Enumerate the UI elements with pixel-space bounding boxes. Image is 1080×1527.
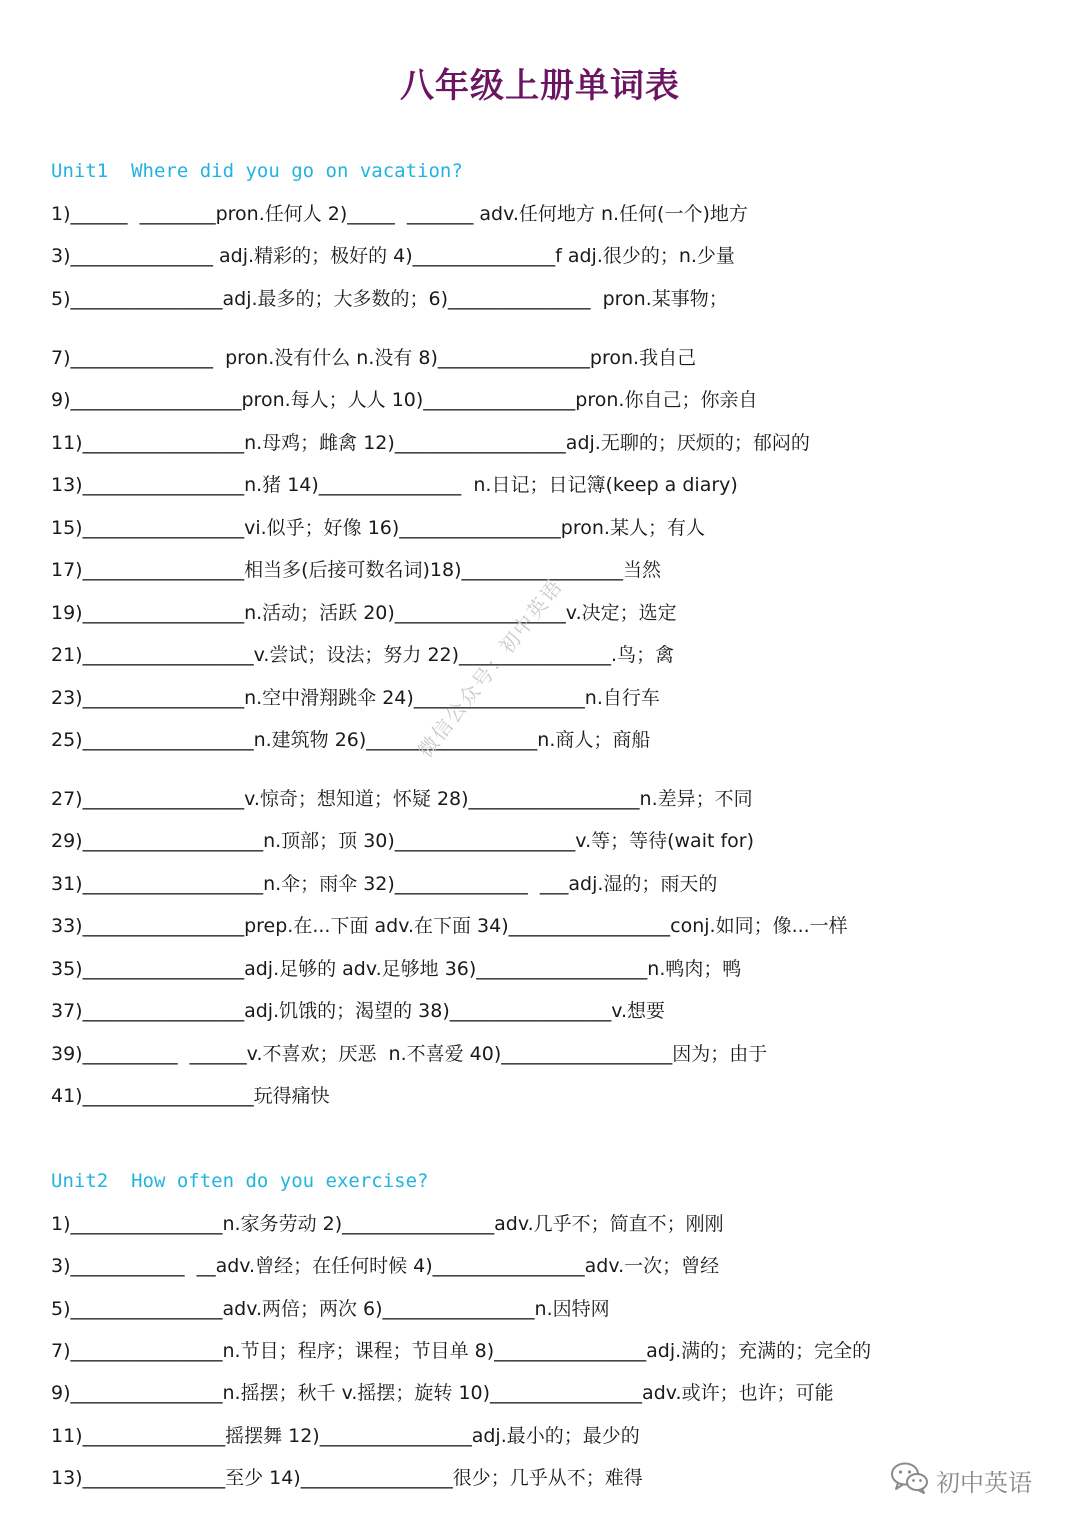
vocab-line: 11)_________________n.母鸡；雌禽 12)__________________adj.无聊的；厌烦的；郁闷的 bbox=[51, 432, 810, 454]
watermark: 微信公众号：初中英语 bbox=[413, 574, 568, 763]
vocab-line: 31)___________________n.伞；雨伞 32)______________ ___adj.湿的；雨天的 bbox=[51, 873, 718, 895]
vocab-line: 9)________________n.摇摆；秋千 v.摇摆；旋转 10)________________adv.或许；也许；可能 bbox=[51, 1382, 834, 1404]
vocab-line: 7)________________n.节目；程序；课程；节目单 8)________________adj.满的；充满的；完全的 bbox=[51, 1340, 872, 1362]
vocab-line: 13)_________________n.猪 14)_______________ n.日记；日记簿(keep a diary) bbox=[51, 474, 738, 496]
vocab-line: 13)_______________至少 14)________________很少；几乎从不；难得 bbox=[51, 1467, 643, 1489]
vocab-line: 5)________________adj.最多的；大多数的；6)_______________ pron.某事物； bbox=[51, 288, 728, 310]
brand-label: 初中英语 bbox=[936, 1468, 1032, 1497]
vocab-line: 39)__________ ______v.不喜欢；厌恶 n.不喜爱 40)__________________因为；由于 bbox=[51, 1043, 768, 1065]
vocab-line: 7)_______________ pron.没有什么 n.没有 8)________________pron.我自己 bbox=[51, 347, 697, 369]
vocab-line: 3)_______________ adj.精彩的；极好的 4)_______________f adj.很少的；n.少量 bbox=[51, 245, 735, 267]
vocab-line: 29)___________________n.顶部；顶 30)___________________v.等；等待(wait for) bbox=[51, 830, 755, 852]
vocab-line: 25)__________________n.建筑物 26)__________________n.商人；商船 bbox=[51, 729, 651, 751]
vocab-line: 27)_________________v.惊奇；想知道；怀疑 28)__________________n.差异；不同 bbox=[51, 788, 753, 810]
vocab-line: 33)_________________prep.在...下面 adv.在下面 34)_________________conj.如同；像...一样 bbox=[51, 915, 848, 937]
vocab-line: 41)__________________玩得痛快 bbox=[51, 1085, 330, 1107]
wechat-icon bbox=[890, 1461, 930, 1499]
vocab-line: 21)__________________v.尝试；设法；努力 22)________________.鸟；禽 bbox=[51, 644, 675, 666]
vocab-line: 11)_______________摇摆舞 12)________________adj.最小的；最少的 bbox=[51, 1425, 640, 1447]
vocab-line: 37)_________________adj.饥饿的；渴望的 38)_________________v.想要 bbox=[51, 1000, 666, 1022]
vocab-line: 5)________________adv.两倍；两次 6)________________n.因特网 bbox=[51, 1298, 610, 1320]
page-title: 八年级上册单词表 bbox=[400, 66, 680, 106]
vocab-line: 35)_________________adj.足够的 adv.足够地 36)__________________n.鸭肉；鸭 bbox=[51, 958, 742, 980]
brand-badge bbox=[890, 1460, 1032, 1500]
vocab-line: 23)_________________n.空中滑翔跳伞 24)__________________n.自行车 bbox=[51, 687, 660, 709]
unit1-heading: Unit1 Where did you go on vacation? bbox=[51, 160, 463, 182]
vocab-line: 1)______ ________pron.任何人 2)_____ _______ adv.任何地方 n.任何(一个)地方 bbox=[51, 203, 748, 225]
vocab-line: 17)_________________相当多(后接可数名词)18)_________________当然 bbox=[51, 559, 662, 581]
vocab-line: 1)________________n.家务劳动 2)________________adv.几乎不；简直不；刚刚 bbox=[51, 1213, 724, 1235]
vocab-line: 19)_________________n.活动；活跃 20)__________________v.决定；选定 bbox=[51, 602, 677, 624]
vocab-line: 15)_________________vi.似乎；好像 16)_________________pron.某人；有人 bbox=[51, 517, 705, 539]
vocab-line: 9)__________________pron.每人；人人 10)________________pron.你自己；你亲自 bbox=[51, 389, 758, 411]
vocab-line: 3)____________ __adv.曾经；在任何时候 4)________________adv.一次；曾经 bbox=[51, 1255, 720, 1277]
unit2-heading: Unit2 How often do you exercise? bbox=[51, 1170, 429, 1192]
